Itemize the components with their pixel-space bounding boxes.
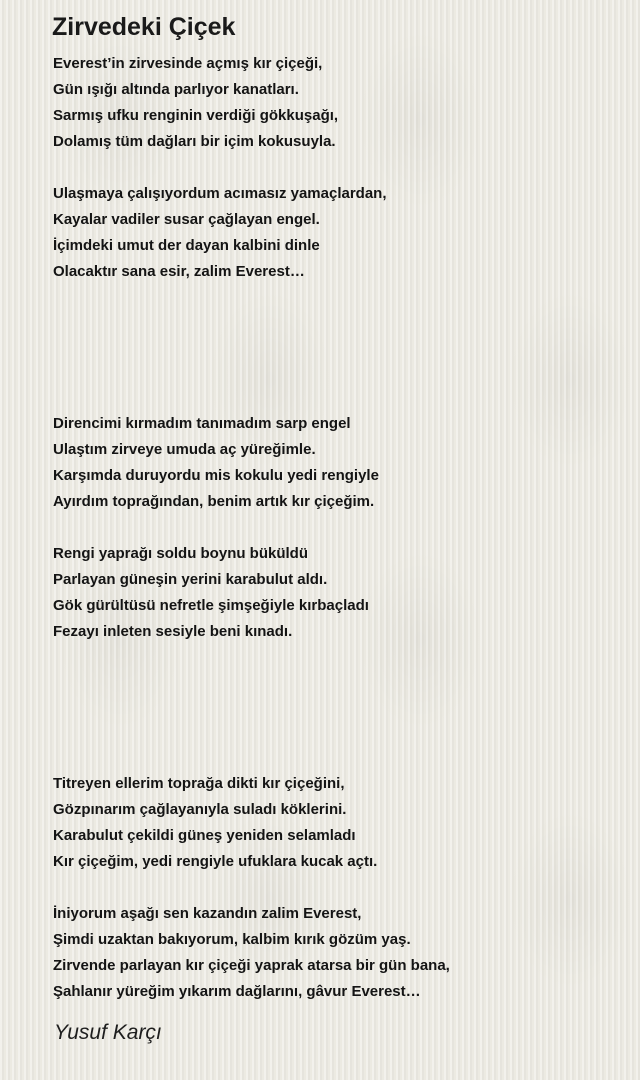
poem-line: Titreyen ellerim toprağa dikti kır çiçeğini, [53,775,345,792]
poem-line: Zirvende parlayan kır çiçeği yaprak atarsa bir gün bana, [53,957,450,974]
poem-line: Ulaşmaya çalışıyordum acımasız yamaçlardan, [53,185,387,202]
poem-line: Rengi yaprağı soldu boynu büküldü [53,545,309,562]
poem-line: Karşımda duruyordu mis kokulu yedi rengiyle [53,467,379,484]
poem-line: Kayalar vadiler susar çağlayan engel. [53,211,320,228]
stanza-3 [53,411,379,515]
poem-line: İçimdeki umut der dayan kalbini dinle [53,237,320,254]
stanza-4 [53,541,369,645]
poem-line: Parlayan güneşin yerini karabulut aldı. [53,571,328,588]
poem-line: Gök gürültüsü nefretle şimşeğiyle kırbaçladı [53,597,369,614]
stanza-5 [53,771,377,875]
poem-line: Fezayı inleten sesiyle beni kınadı. [53,623,293,640]
poem-line: Dolamış tüm dağları bir içim kokusuyla. [53,133,336,150]
poem-line: Kır çiçeğim, yedi rengiyle ufuklara kucak açtı. [53,853,378,870]
stanza-6 [53,901,450,1005]
poem-line: Ulaştım zirveye umuda aç yüreğimle. [53,441,316,458]
stanza-1 [53,51,338,155]
poem-line: Şahlanır yüreğim yıkarım dağlarını, gâvur Everest… [53,983,421,1000]
poem-author: Yusuf Karçı [54,1021,162,1044]
poem-line: İniyorum aşağı sen kazandın zalim Everest, [53,905,362,922]
poem-line: Gözpınarım çağlayanıyla suladı köklerini. [53,801,347,818]
poem-line: Sarmış ufku renginin verdiği gökkuşağı, [53,107,339,124]
poem-title: Zirvedeki Çiçek [52,13,236,41]
poem-line: Everest’in zirvesinde açmış kır çiçeği, [53,55,323,72]
poem-line: Olacaktır sana esir, zalim Everest… [53,263,305,280]
poem-line: Şimdi uzaktan bakıyorum, kalbim kırık gözüm yaş. [53,931,411,948]
stanza-2 [53,181,387,285]
poem-line: Gün ışığı altında parlıyor kanatları. [53,81,299,98]
poem-line: Direncimi kırmadım tanımadım sarp engel [53,415,351,432]
poem-line: Ayırdım toprağından, benim artık kır çiçeğim. [53,493,375,510]
poem-line: Karabulut çekildi güneş yeniden selamladı [53,827,356,844]
